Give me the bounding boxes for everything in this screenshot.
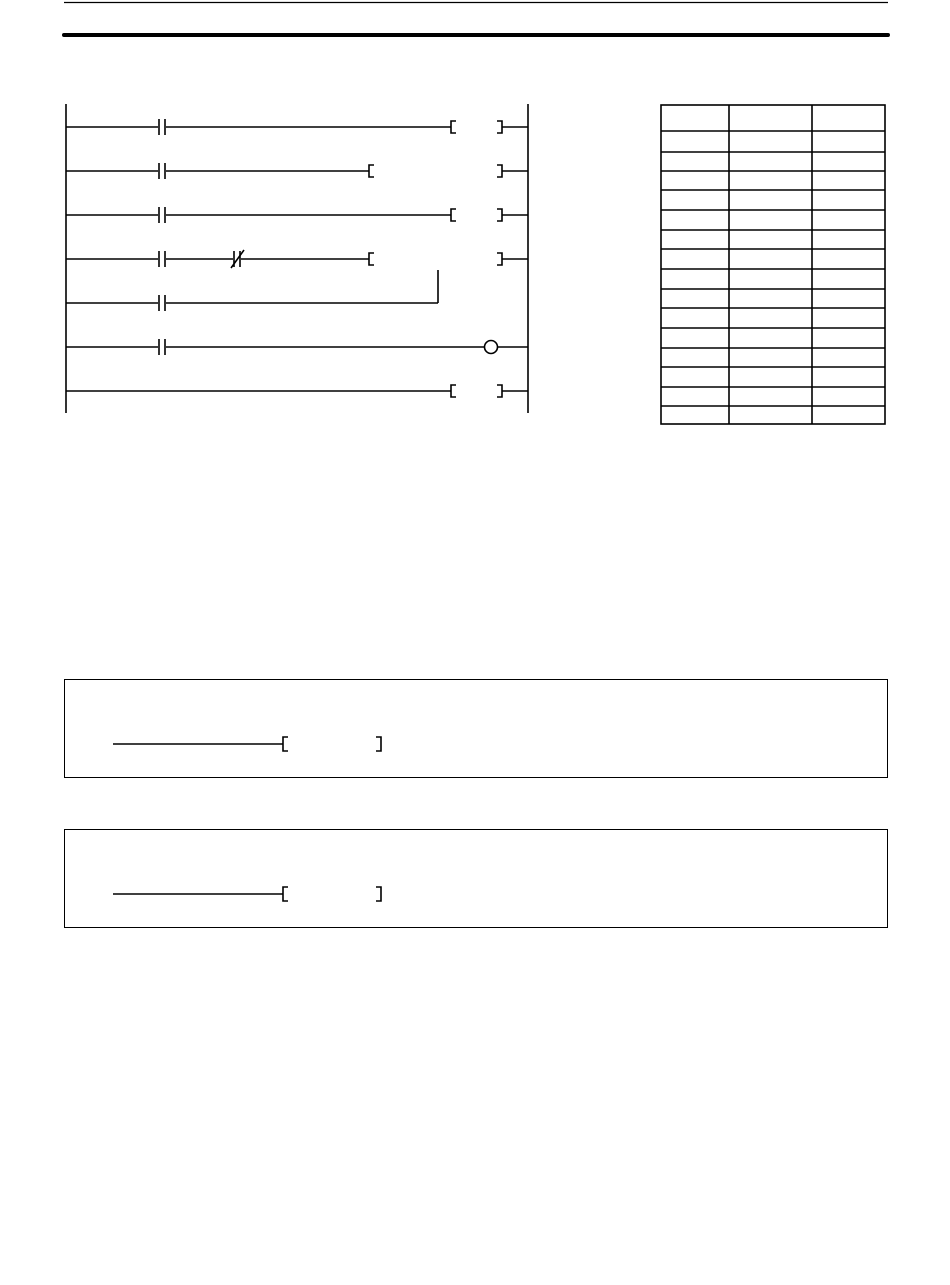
instruction-right-bracket bbox=[497, 165, 502, 177]
instruction-left-bracket bbox=[369, 165, 374, 177]
instruction-left-bracket bbox=[451, 121, 456, 133]
output-coil-icon bbox=[485, 341, 498, 354]
instruction-left-bracket bbox=[451, 209, 456, 221]
instruction-right-bracket bbox=[497, 209, 502, 221]
no-contact-icon bbox=[159, 251, 165, 267]
instruction-left-bracket bbox=[283, 887, 288, 901]
format-box-2 bbox=[64, 829, 888, 928]
rung-4 bbox=[66, 250, 528, 268]
table-row-dividers bbox=[661, 131, 885, 406]
instruction-right-bracket bbox=[497, 385, 502, 397]
format-box-1 bbox=[64, 679, 888, 778]
instruction-right-bracket bbox=[376, 737, 381, 751]
instruction-left-bracket bbox=[451, 385, 456, 397]
rung-1 bbox=[66, 119, 528, 135]
no-contact-icon bbox=[159, 119, 165, 135]
rung-7 bbox=[66, 385, 528, 397]
rung-2 bbox=[66, 163, 528, 179]
instruction-right-bracket bbox=[497, 121, 502, 133]
ladder-diagram bbox=[0, 0, 540, 420]
no-contact-icon bbox=[159, 339, 165, 355]
no-contact-icon bbox=[159, 207, 165, 223]
no-contact-icon bbox=[159, 163, 165, 179]
instruction-right-bracket bbox=[497, 253, 502, 265]
no-contact-icon bbox=[159, 295, 165, 311]
rung-6 bbox=[66, 339, 528, 355]
instruction-left-bracket bbox=[369, 253, 374, 265]
format-box-2-symbol bbox=[65, 830, 465, 929]
rung-5 bbox=[66, 270, 438, 311]
instruction-right-bracket bbox=[376, 887, 381, 901]
format-box-1-symbol bbox=[65, 680, 465, 779]
table-frame bbox=[661, 105, 885, 424]
rung-3 bbox=[66, 207, 528, 223]
mnemonic-table bbox=[655, 100, 895, 430]
instruction-left-bracket bbox=[283, 737, 288, 751]
